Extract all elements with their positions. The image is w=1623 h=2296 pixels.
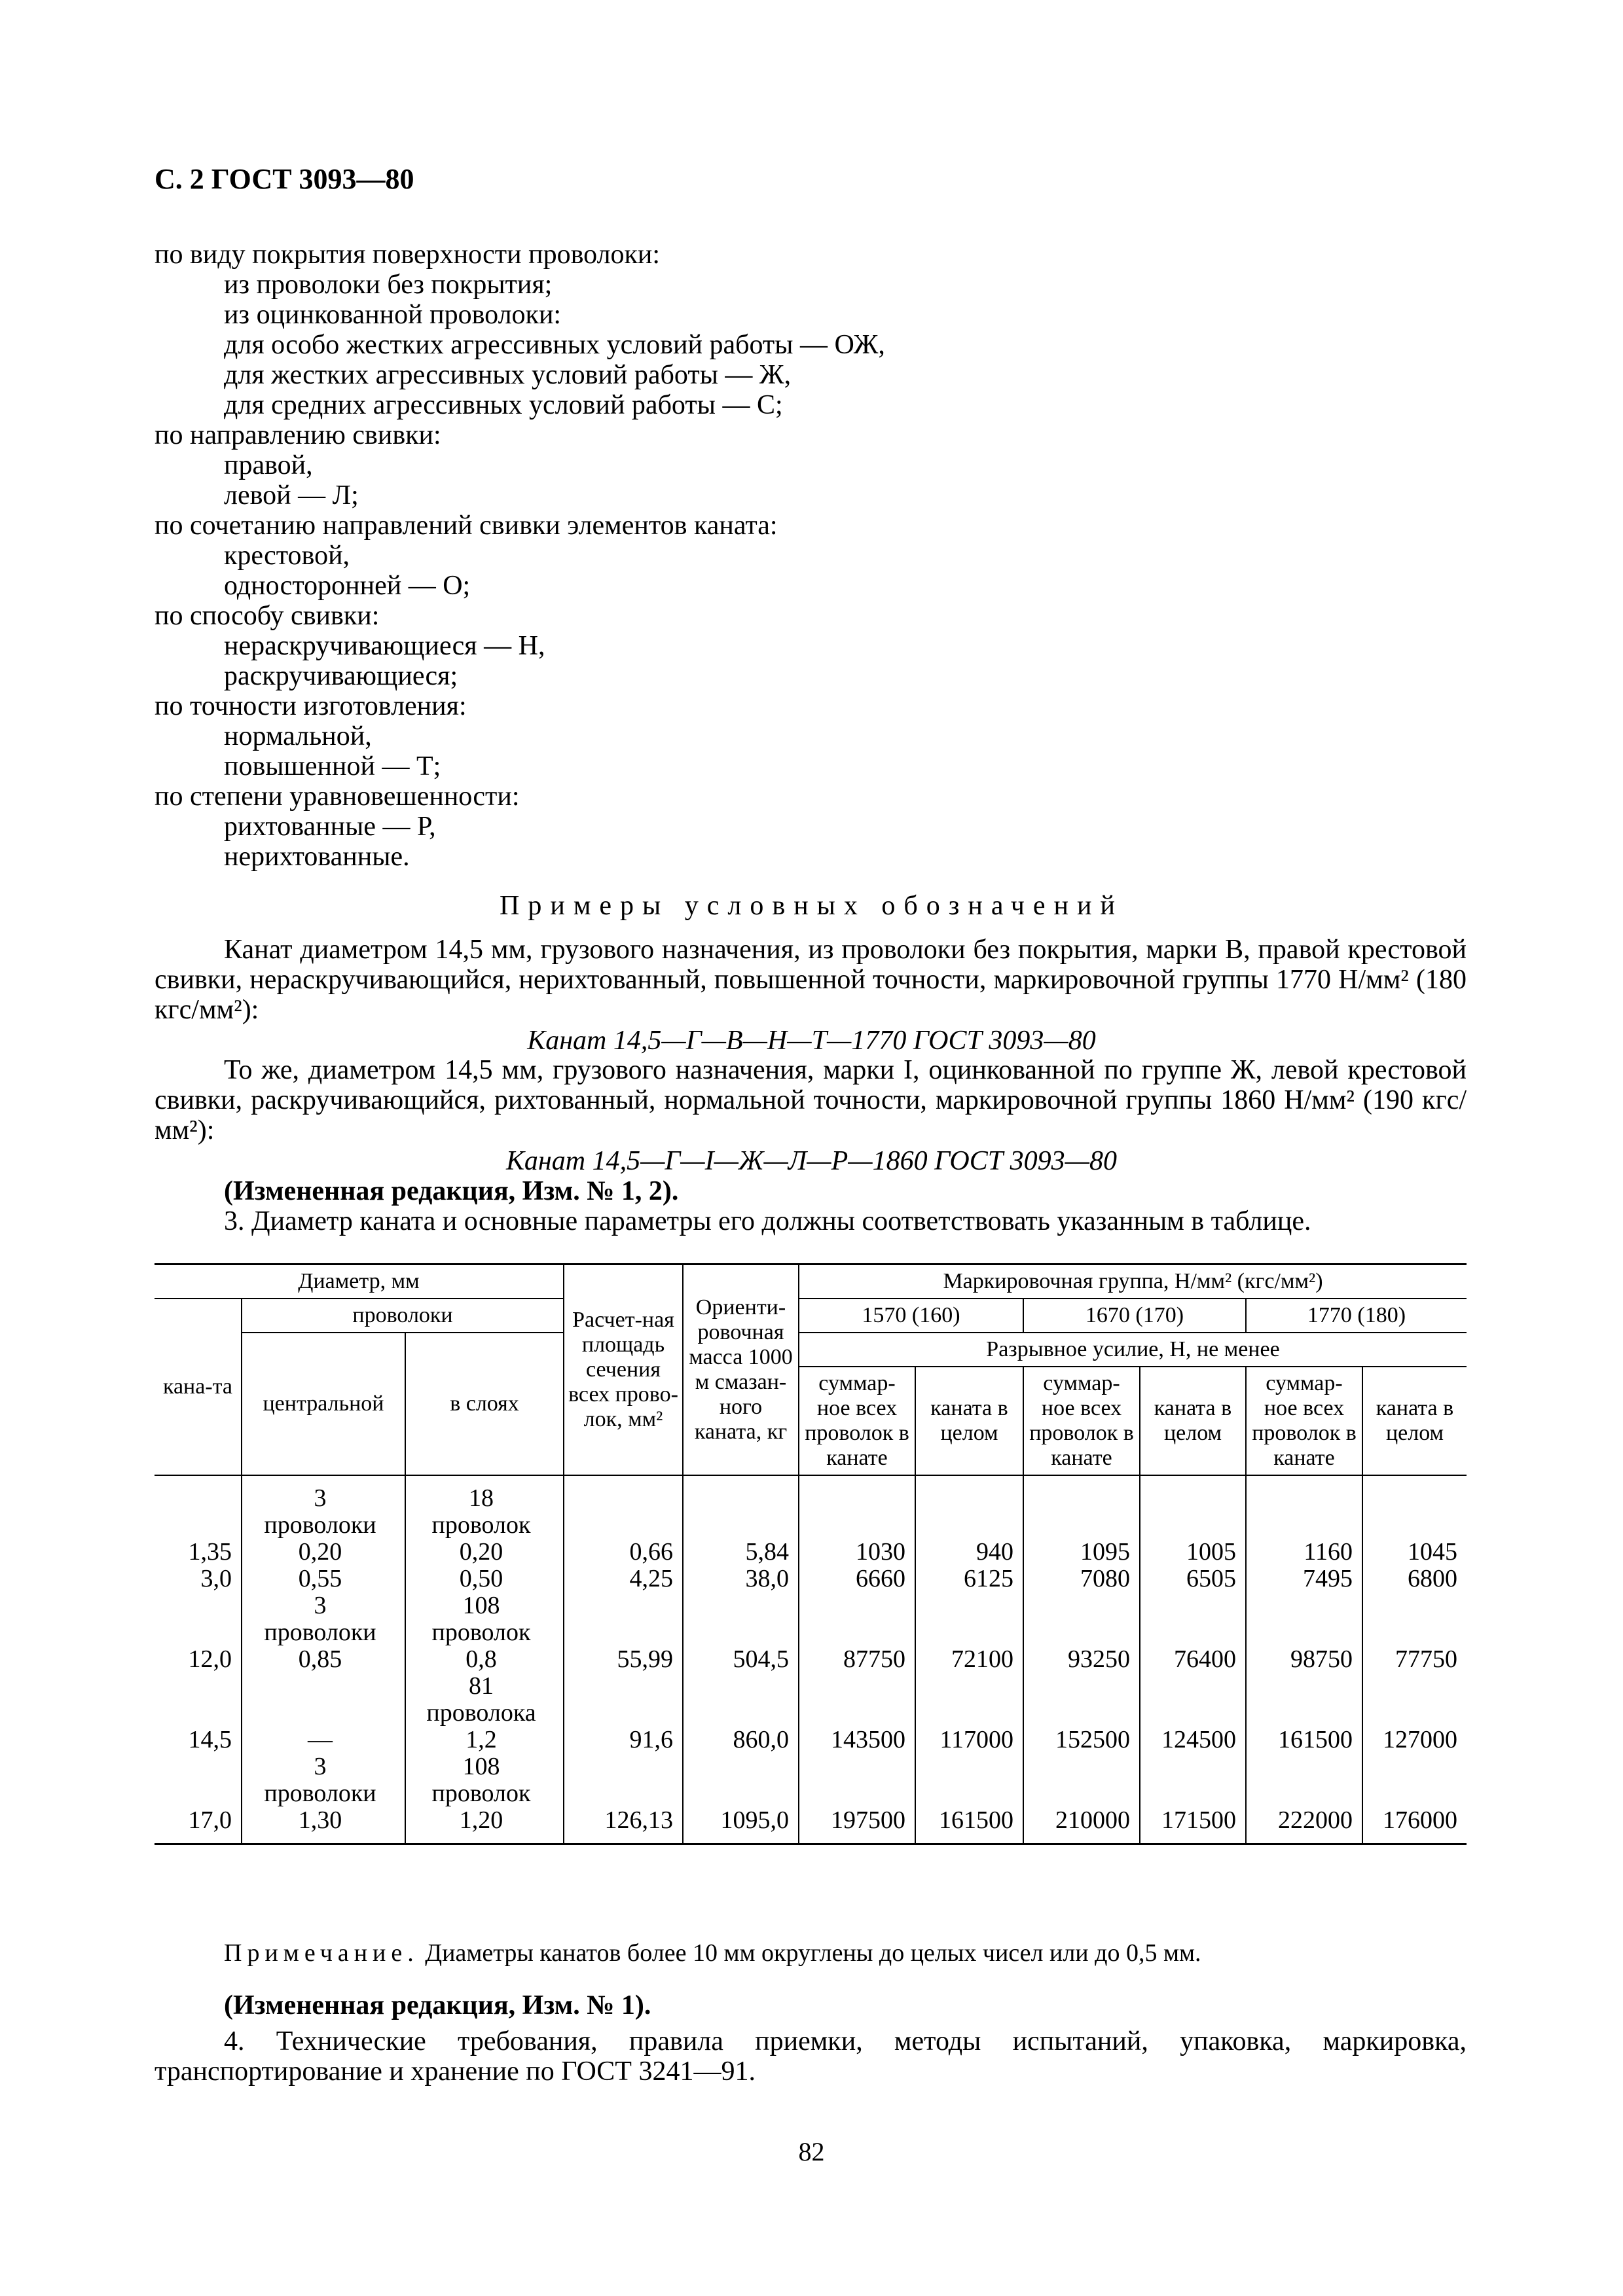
rope-parameters-table [155, 1263, 1467, 1845]
list-subitem: односторонней — О; [224, 571, 471, 601]
header-mass: Ориенти-ровочная масса 1000 м смазан-ного каната, кг [683, 1265, 799, 1476]
list-subitem: для особо жестких агрессивных условий работы — ОЖ, [224, 330, 885, 360]
header-rope: кана-та [155, 1299, 242, 1475]
note-text: Диаметры канатов более 10 мм округлены до целых чисел или до 0,5 мм. [425, 1939, 1201, 1967]
list-subitem: правой, [224, 450, 313, 480]
list-subitem: нормальной, [224, 721, 372, 751]
list-subitem: нерихтованные. [224, 842, 410, 872]
list-subitem: крестовой, [224, 541, 350, 571]
header-wires: проволоки [242, 1299, 564, 1333]
column-area: 0,66 4,25 55,99 91,6 126,13 [564, 1475, 683, 1844]
table-note [224, 1939, 1201, 1967]
list-subitem: нераскручивающиеся — Н, [224, 631, 545, 661]
list-item: по сочетанию направлений свивки элементов каната: [155, 511, 778, 541]
column-layer-wires: 18 проволок 0,20 0,50 108 проволок 0,8 81 проволока 1,2 108 проволок 1,20 [405, 1475, 564, 1844]
page-header: С. 2 ГОСТ 3093—80 [155, 163, 414, 195]
list-subitem: повышенной — Т; [224, 751, 441, 781]
list-subitem: для средних агрессивных условий работы — С; [224, 390, 783, 420]
column-1670-whole: 1005 6505 76400 124500 171500 [1140, 1475, 1246, 1844]
list-item: по точности изготовления: [155, 691, 467, 721]
list-subitem: раскручивающиеся; [224, 661, 458, 691]
note-label: Примечание. [224, 1939, 419, 1967]
clause-3: 3. Диаметр каната и основные параметры его должны соответствовать указанным в таблице. [224, 1206, 1311, 1236]
list-item: по способу свивки: [155, 601, 380, 631]
header-group-1570: 1570 (160) [799, 1299, 1023, 1333]
column-central-wire: 3 проволоки 0,20 0,55 3 проволоки 0,85 — 3 проволоки 1,30 [242, 1475, 405, 1844]
list-subitem: из оцинкованной проволоки: [224, 300, 562, 330]
list-subitem: рихтованные — Р, [224, 812, 436, 842]
header-rope-whole: каната в целом [915, 1367, 1023, 1475]
header-central: центральной [242, 1333, 405, 1475]
header-sum-wires: суммар-ное всех проволок в канате [1023, 1367, 1140, 1475]
examples-heading: Примеры условных обозначений [500, 891, 1123, 921]
header-group-1770: 1770 (180) [1246, 1299, 1467, 1333]
list-subitem: из проволоки без покрытия; [224, 270, 553, 300]
amendment-note-2: (Измененная редакция, Изм. № 1). [224, 1990, 651, 2020]
header-area: Расчет-ная площадь сечения всех прово-лок, мм² [564, 1265, 683, 1476]
list-item: по виду покрытия поверхности проволоки: [155, 240, 661, 270]
list-subitem: для жестких агрессивных условий работы — Ж, [224, 360, 792, 390]
column-1770-whole: 1045 6800 77750 127000 176000 [1362, 1475, 1467, 1844]
example-2-designation: Канат 14,5—Г—I—Ж—Л—Р—1860 ГОСТ 3093—80 [506, 1146, 1117, 1176]
header-rope-whole: каната в целом [1140, 1367, 1246, 1475]
header-breaking-force: Разрывное усилие, Н, не менее [799, 1333, 1467, 1367]
example-1-designation: Канат 14,5—Г—В—Н—Т—1770 ГОСТ 3093—80 [527, 1026, 1096, 1056]
header-sum-wires: суммар-ное всех проволок в канате [1246, 1367, 1362, 1475]
list-item: по направлению свивки: [155, 420, 441, 450]
page-number: 82 [798, 2137, 825, 2166]
header-diameter: Диаметр, мм [155, 1265, 564, 1299]
header-marking-group: Маркировочная группа, Н/мм² (кгс/мм²) [799, 1265, 1467, 1299]
amendment-note-1: (Измененная редакция, Изм. № 1, 2). [224, 1176, 679, 1206]
header-layers: в слоях [405, 1333, 564, 1475]
header-group-1670: 1670 (170) [1023, 1299, 1246, 1333]
classification-list [155, 240, 885, 872]
example-1-text: Канат диаметром 14,5 мм, грузового назначения, из проволоки без покрытия, марки В, правой крестовой свивки, нераскручивающийся, нерихтованный, повышенной точности, маркировочной группы 1770 Н/мм² (180 кгс/мм²): [155, 935, 1467, 1025]
header-sum-wires: суммар-ное всех проволок в канате [799, 1367, 915, 1475]
column-1670-sum: 1095 7080 93250 152500 210000 [1023, 1475, 1140, 1844]
column-1570-sum: 1030 6660 87750 143500 197500 [799, 1475, 915, 1844]
example-2-text: То же, диаметром 14,5 мм, грузового назначения, марки I, оцинкованной по группе Ж, левой крестовой свивки, раскручивающийся, рихтованный, нормальной точности, маркировочной группы 1860 Н/мм² (190 кгс/мм²): [155, 1055, 1467, 1145]
list-subitem: левой — Л; [224, 480, 359, 511]
column-1770-sum: 1160 7495 98750 161500 222000 [1246, 1475, 1362, 1844]
column-1570-whole: 940 6125 72100 117000 161500 [915, 1475, 1023, 1844]
clause-4: 4. Технические требования, правила приемки, методы испытаний, упаковка, маркировка, транспортирование и хранение по ГОСТ 3241—91. [155, 2026, 1467, 2087]
header-rope-whole: каната в целом [1362, 1367, 1467, 1475]
column-mass: 5,84 38,0 504,5 860,0 1095,0 [683, 1475, 799, 1844]
list-item: по степени уравновешенности: [155, 781, 520, 812]
column-rope-diameter: 1,35 3,0 12,0 14,5 17,0 [155, 1475, 242, 1844]
